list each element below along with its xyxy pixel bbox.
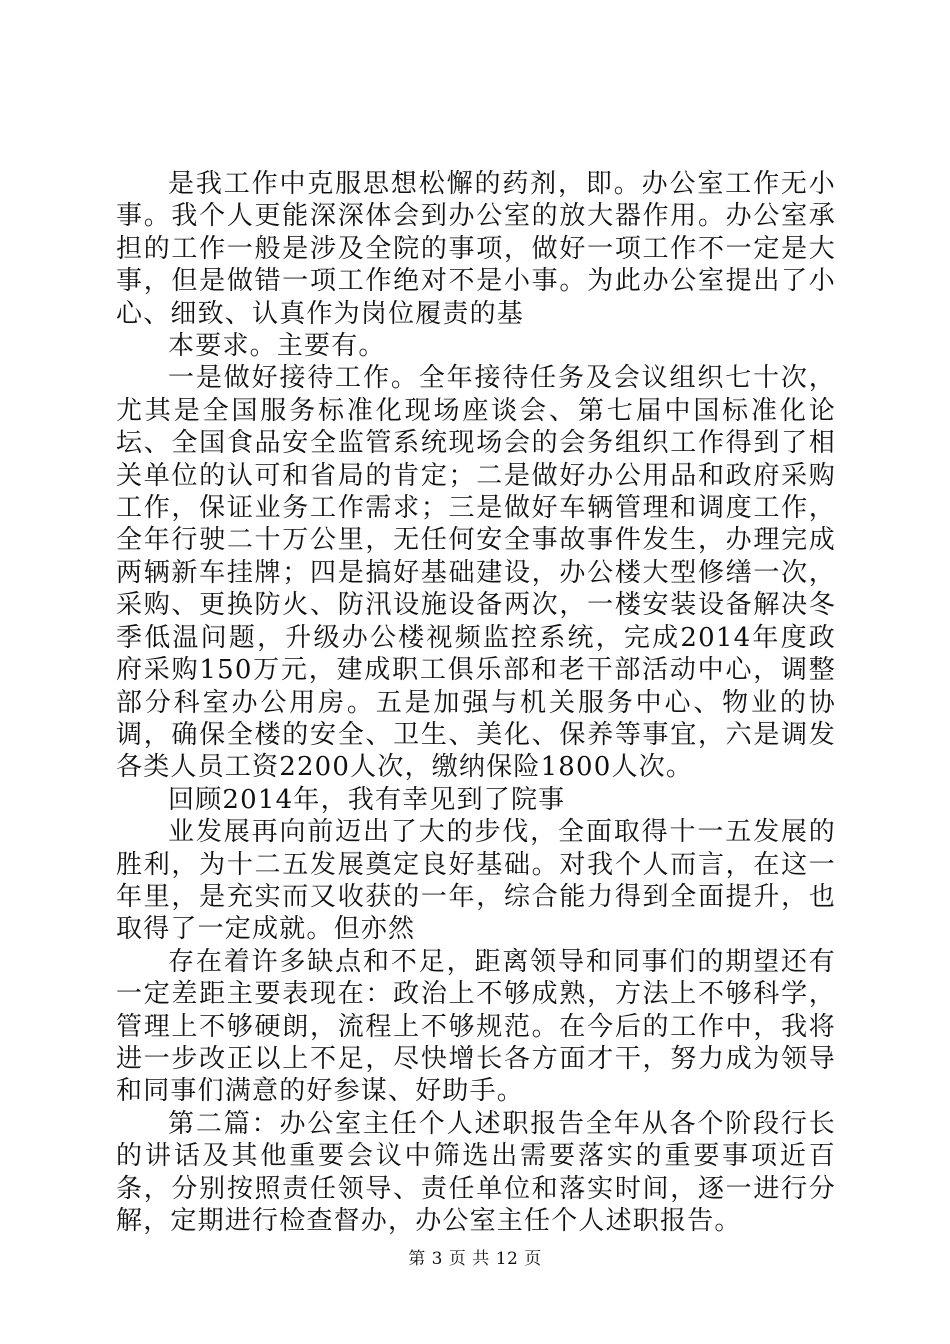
paragraph: 是我工作中克服思想松懈的药剂，即。办公室工作无小事。我个人更能深深体会到办公室的放大器作用。办公室承担的工作一般是涉及全院的事项，做好一项工作不一定是大事，但是做错一项工作绝对不是小事。为此办公室提出了小心、细致、认真作为岗位履责的基 [116, 169, 836, 329]
page-number-footer: 第 3 页 共 12 页 [408, 1249, 542, 1269]
paragraph: 第二篇：办公室主任个人述职报告全年从各个阶段行长的讲话及其他重要会议中筛选出需要落实的重要事项近百条，分别按照责任领导、责任单位和落实时间，逐一进行分解，定期进行检查督办，办公室主任个人述职报告。 [116, 1108, 836, 1236]
paragraph: 存在着许多缺点和不足，距离领导和同事们的期望还有一定差距主要表现在：政治上不够成熟，方法上不够科学，管理上不够硬朗，流程上不够规范。在今后的工作中，我将进一步改正以上不足，尽快增长各方面才干，努力成为领导和同事们满意的好参谋、好助手。 [116, 946, 836, 1107]
document-body [116, 168, 836, 1237]
paragraph: 本要求。主要有。 [168, 331, 386, 362]
paragraph: 一是做好接待工作。全年接待任务及会议组织七十次，尤其是全国服务标准化现场座谈会、第七届中国标准化论坛、全国食品安全监管系统现场会的会务组织工作得到了相关单位的认可和省局的肯定；二是做好办公用品和政府采购工作，保证业务工作需求；三是做好车辆管理和调度工作，全年行驶二十万公里，无任何安全事故事件发生，办理完成两辆新车挂牌；四是搞好基础建设，办公楼大型修缮一次，采购、更换防火、防汛设施设备两次，一楼安装设备解决冬季低温问题，升级办公楼视频监控系统，完成2014年度政府采购150万元，建成职工俱乐部和老干部活动中心，调整部分科室办公用房。五是加强与机关服务中心、物业的协调，确保全楼的安全、卫生、美化、保养等事宜，六是调发各类人员工资2200人次，缴纳保险1800人次。 [116, 363, 836, 783]
paragraph: 业发展再向前迈出了大的步伐，全面取得十一五发展的胜利，为十二五发展奠定良好基础。对我个人而言，在这一年里，是充实而又收获的一年，综合能力得到全面提升，也取得了一定成就。但亦然 [116, 817, 836, 945]
paragraph: 回顾2014年，我有幸见到了院事 [168, 784, 566, 815]
